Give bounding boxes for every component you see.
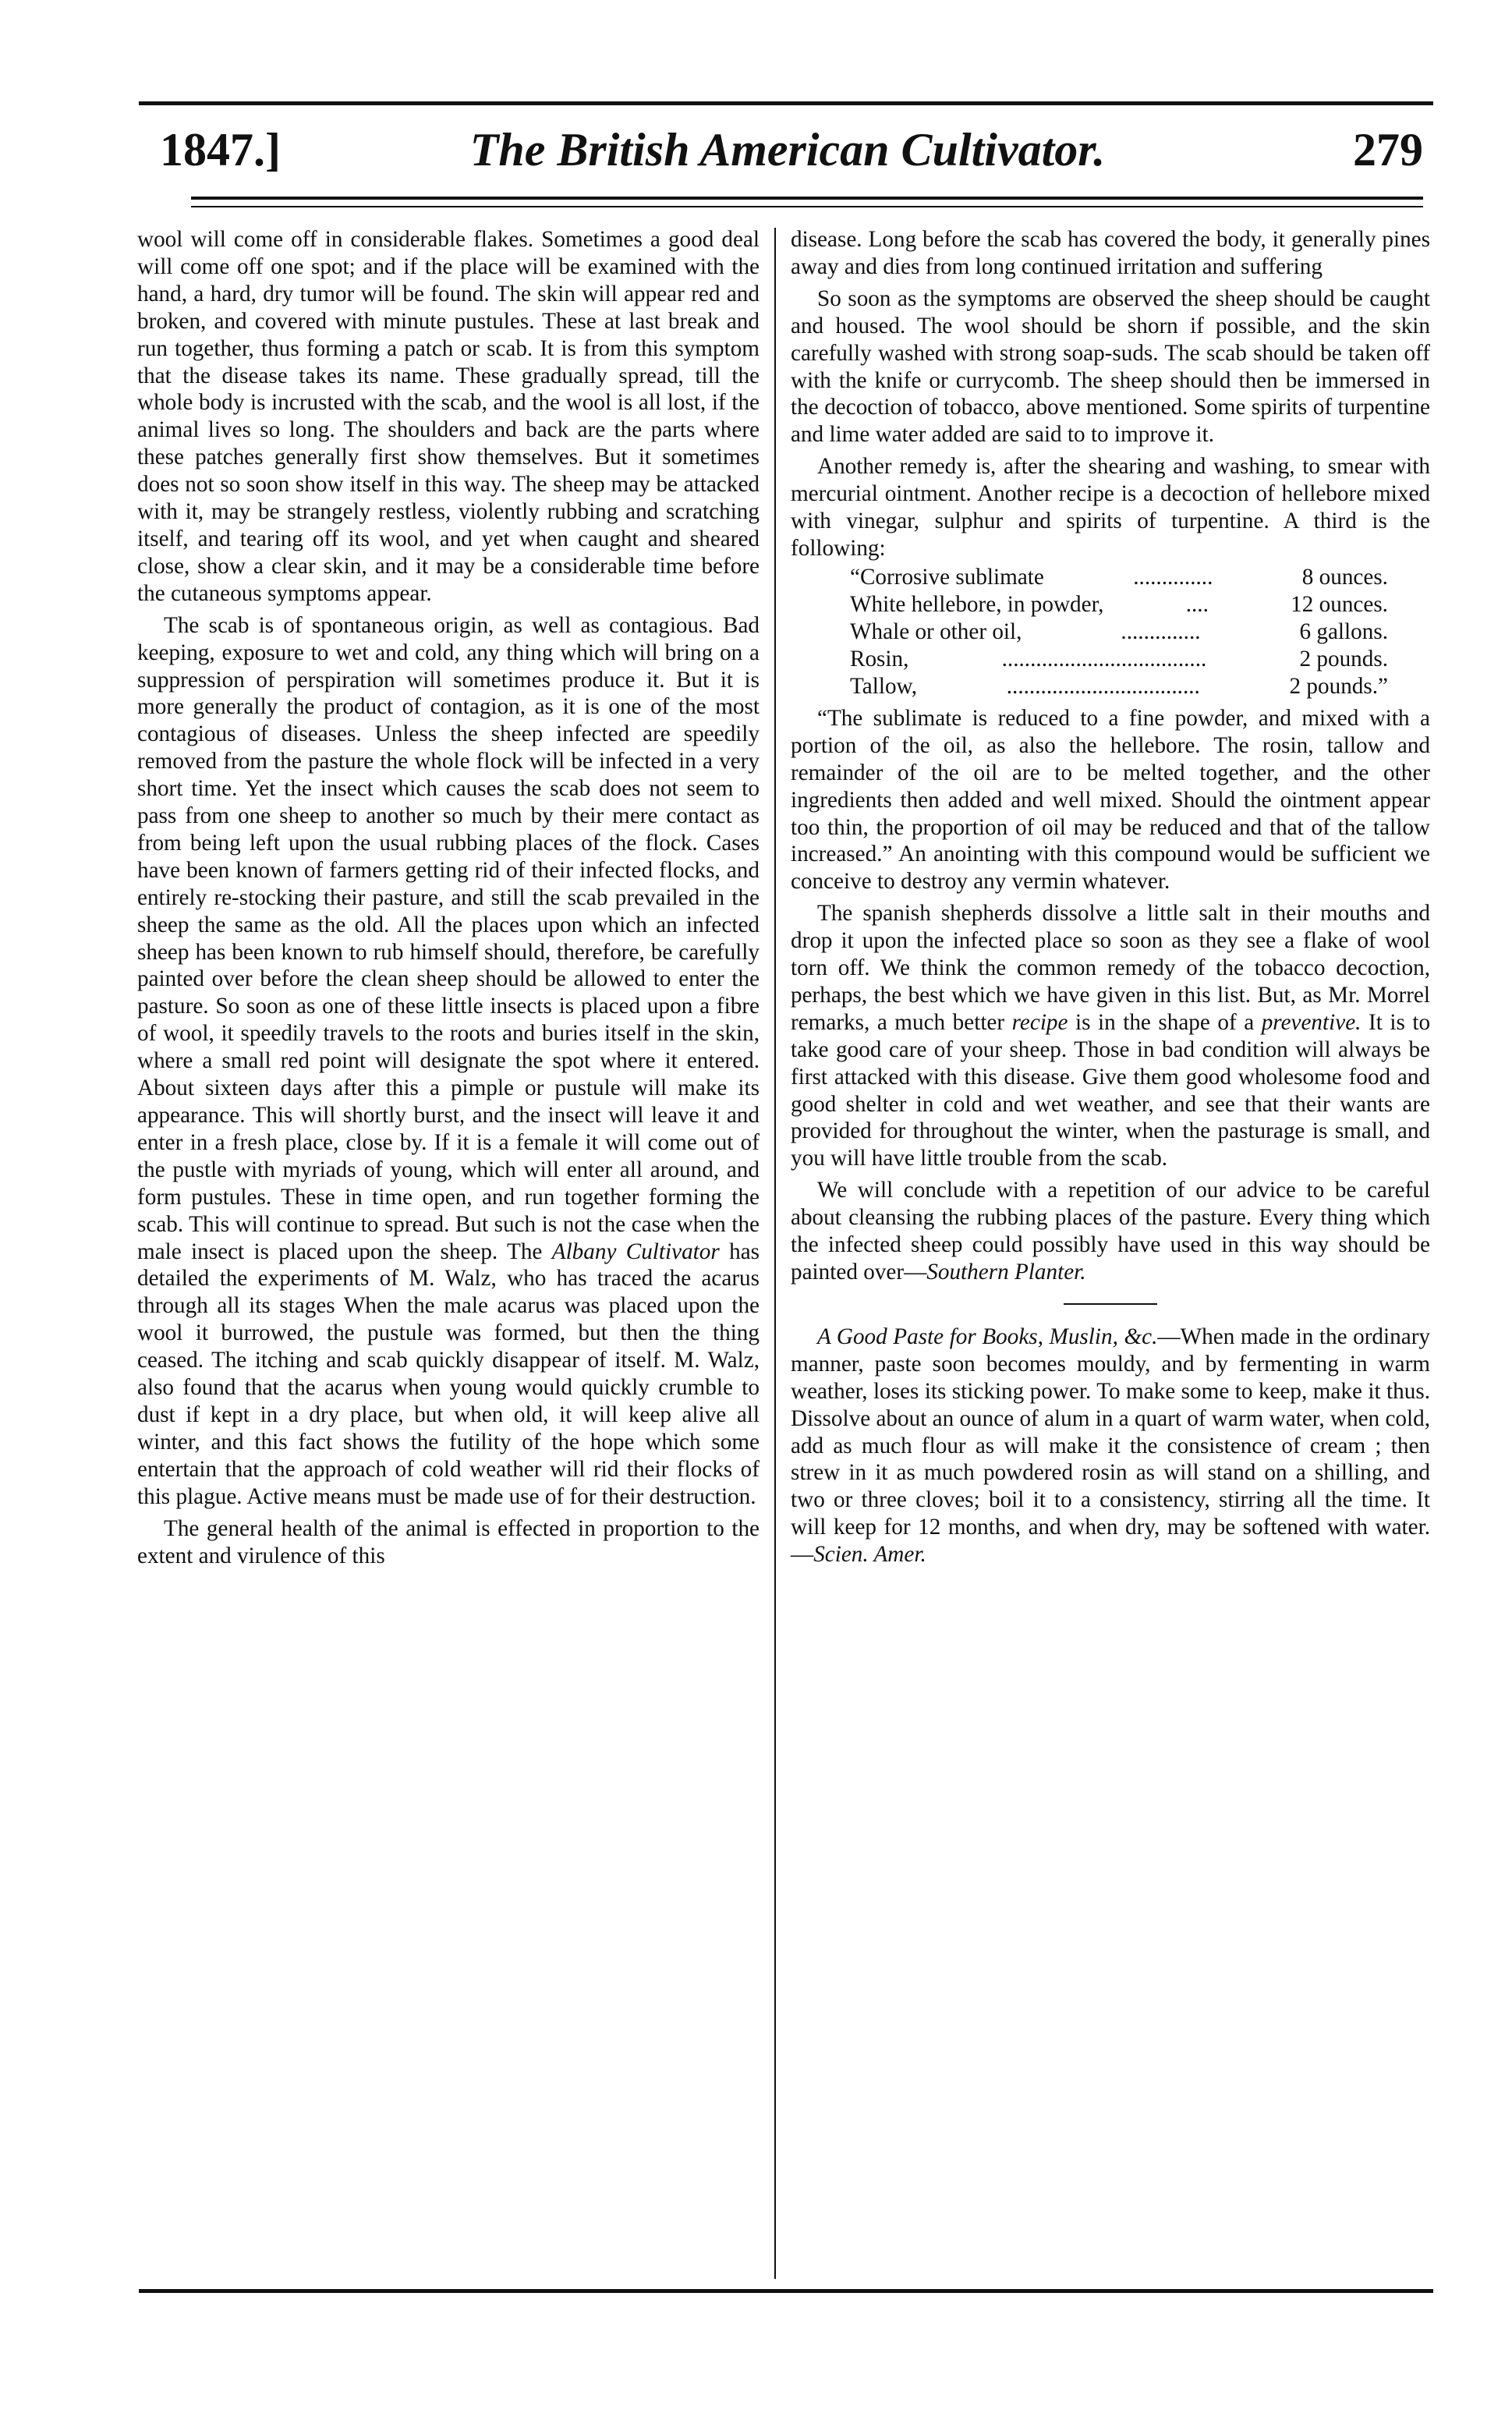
right-paragraph-1: disease. Long before the scab has covered the body, it generally pines away and dies from long continued irritation and suffering [791,227,1430,279]
recipe-row [850,591,1388,618]
recipe-item: Rosin, [850,646,909,672]
recipe-amount: 2 pounds. [1299,646,1388,672]
top-border-rule [139,101,1433,105]
right-paragraph-4: “The sublimate is reduced to a fine powder, and mixed with a portion of the oil, as also the hellebore. The rosin, tallow and remainder of the oil are to be melted together, and the other ingredients then added and well mixed. Should the ointment appear too thin, the proportion of oil may be reduced and that of the tallow increased.” An anointing with this compound would be sufficient we conceive to destroy any vermin whatever. [791,705,1430,895]
left-paragraph-1: wool will come off in considerable flakes. Sometimes a good deal will come off one spot; and if the place will be examined with the hand, a hard, dry tumor will be found. The skin will appear red and broken, and covered with minute pustules. These at last break and run together, thus forming a patch or scab. It is from this symptom that the disease takes its name. These gradually spread, till the whole body is incrusted with the scab, and the wool is all lost, if the animal lives so long. The shoulders and back are the parts where these patches generally first show themselves. But it sometimes does not so soon show itself in this way. The sheep may be attacked with it, may be strangely restless, violently rubbing and scratching itself, and tearing off its wool, and yet when caught and sheared close, show a clear skin, and it may be a considerable time before the cutaneous symptoms appear. [137,227,760,606]
right-column [791,226,1430,1568]
recipe-dots: .................................. [1006,673,1200,699]
recipe-item: White hellebore, in powder, [850,591,1104,617]
recipe-amount: 12 ounces. [1291,591,1388,617]
recipe-amount: 2 pounds.” [1289,673,1388,699]
recipe-amount: 6 gallons. [1299,618,1388,644]
header-rule-thick [191,197,1423,200]
southern-planter-credit: Southern Planter. [926,1260,1086,1285]
header-rule-thin [191,206,1423,207]
right-paragraph-2: So soon as the symptoms are observed the sheep should be caught and housed. The wool should be shorn if possible, and the skin carefully washed with strong soap-suds. The scab should be taken off with the knife or currycomb. The sheep should then be immersed in the decoction of tobacco, above mentioned. Some spirits of turpentine and lime water added are said to to improve it. [791,285,1430,448]
recipe-dots: .............. [1121,618,1201,644]
right-paragraph-5-text: The spanish shepherds dissolve a little salt in their mouths and drop it upon the infected place so soon as they see a flake of wool torn off. We think the common remedy of the tobacco decoction, perhaps, the best which we have given in this list. But, as Mr. Morrel remarks, a much better [791,901,1430,1035]
bottom-border-rule [139,2289,1433,2293]
column-divider [774,228,776,2279]
paste-article-credit: Scien. Amer. [813,1542,926,1568]
paste-article-body: —When made in the ordinary manner, paste soon becomes mouldy, and by fermenting in warm weather, loses its sticking power. To make some to keep, make it thus. Dissolve about an ounce of alum in a quart of warm water, when cold, add as much flour as will make it the consistence of cream ; then strew in it as much powdered rosin as will stand on a shilling, and two or three cloves; boil it to a consistency, stirring all the time. It will keep for 12 months, and when dry, may be softened with water.— [791,1324,1431,1568]
article-separator-rule [1064,1303,1157,1305]
left-paragraph-2-text: The scab is of spontaneous origin, as well as contagious. Bad keeping, exposure to wet and cold, any thing which will bring on a suppression of perspiration will sometimes produce it. But it is more generally the product of contagion, as it is one of the most contagious of diseases. Unless the sheep infected are speedily removed from the pasture the whole flock will be infected in a very short time. Yet the insect which causes the scab does not seem to pass from one sheep to another so much by their mere contact as from being left upon the usual rubbing places of the flock. Cases have been known of farmers getting rid of their infected flocks, and entirely re-stocking their pasture, and still the scab prevailed in the sheep the same as the old. All the places upon which an infected sheep has been known to rub himself should, therefore, be carefully painted over before the clean sheep should be allowed to enter the pasture. So soon as one of these little insects is placed upon a fibre of wool, it speedily travels to the roots and buries itself in the skin, where a small red point will designate the spot where it entered. About sixteen days after this a pimple or pustule will make its appearance. This will shortly burst, and the insect will leave it and enter in a fresh place, close by. If it is a female it will come out of the pustle with myriads of young, which will enter all around, and form pustules. These in time open, and run together forming the scab. This will continue to spread. But such is not the case when the male insect is placed upon the sheep. The [137,612,760,1264]
recipe-list [850,564,1388,700]
header-title: The British American Cultivator. [469,124,1106,175]
right-paragraph-5-mid: is in the shape of a [1075,1009,1255,1035]
left-paragraph-2-cont: has detailed the experiments of M. Walz, who has traced the acarus through all its stages When the male acarus was placed upon the wool it burrowed, the pustule was formed, but then the thing ceased. The itching and scab quickly disappear of itself. M. Walz, also found that the acarus when young would quickly crumble to dust if kept in a dry place, but when old, it will keep alive all winter, and this fact shows the futility of the hope which some entertain that the approach of cold weather will rid their flocks of this plague. Active means must be made use of for their destruction. [137,1239,760,1509]
albany-cultivator-ref: Albany Cultivator [551,1239,720,1264]
right-paragraph-6-text: We will conclude with a repetition of our advice to be careful about cleansing the rubbing places of the pasture. Every thing which the infected sheep could possibly have used in this way should be painted over— [791,1178,1430,1285]
recipe-amount: 8 ounces. [1301,564,1388,590]
recipe-dots: .................................... [1001,646,1207,672]
header-year: 1847.] [160,124,281,175]
right-paragraph-5 [791,900,1430,1172]
recipe-dots: .... [1185,591,1209,617]
paste-article-title: A Good Paste for Books, Muslin, &c. [817,1324,1158,1349]
left-column [137,226,760,1569]
right-paragraph-6 [791,1177,1430,1286]
right-paragraph-3: Another remedy is, after the shearing and washing, to smear with mercurial ointment. Another recipe is a decoction of hellebore mixed with vinegar, sulphur and spirits of turpentine. A third is the following: [791,454,1430,561]
paste-article [791,1324,1430,1568]
recipe-row [850,673,1388,700]
recipe-item: Tallow, [850,673,918,699]
right-paragraph-5-cont: It is to take good care of your sheep. Those in bad condition will always be first attacked with this disease. Give them good wholesome food and good shelter in cold and wet weather, and see that their wants are provided for throughout the winter, when the pasturage is small, and you will have little trouble from the scab. [791,1009,1431,1171]
preventive-word: preventive. [1261,1009,1362,1035]
recipe-row [850,646,1388,673]
recipe-row [850,564,1388,591]
recipe-dots: .............. [1133,564,1213,590]
header-page-number: 279 [1353,124,1423,175]
recipe-item: Whale or other oil, [850,618,1022,644]
page-header [136,117,1439,187]
recipe-row [850,618,1388,646]
recipe-word: recipe [1011,1009,1068,1035]
left-paragraph-2 [137,612,760,1511]
left-paragraph-3: The general health of the animal is effected in proportion to the extent and virulence of this [137,1515,760,1568]
recipe-item: “Corrosive sublimate [850,564,1044,590]
